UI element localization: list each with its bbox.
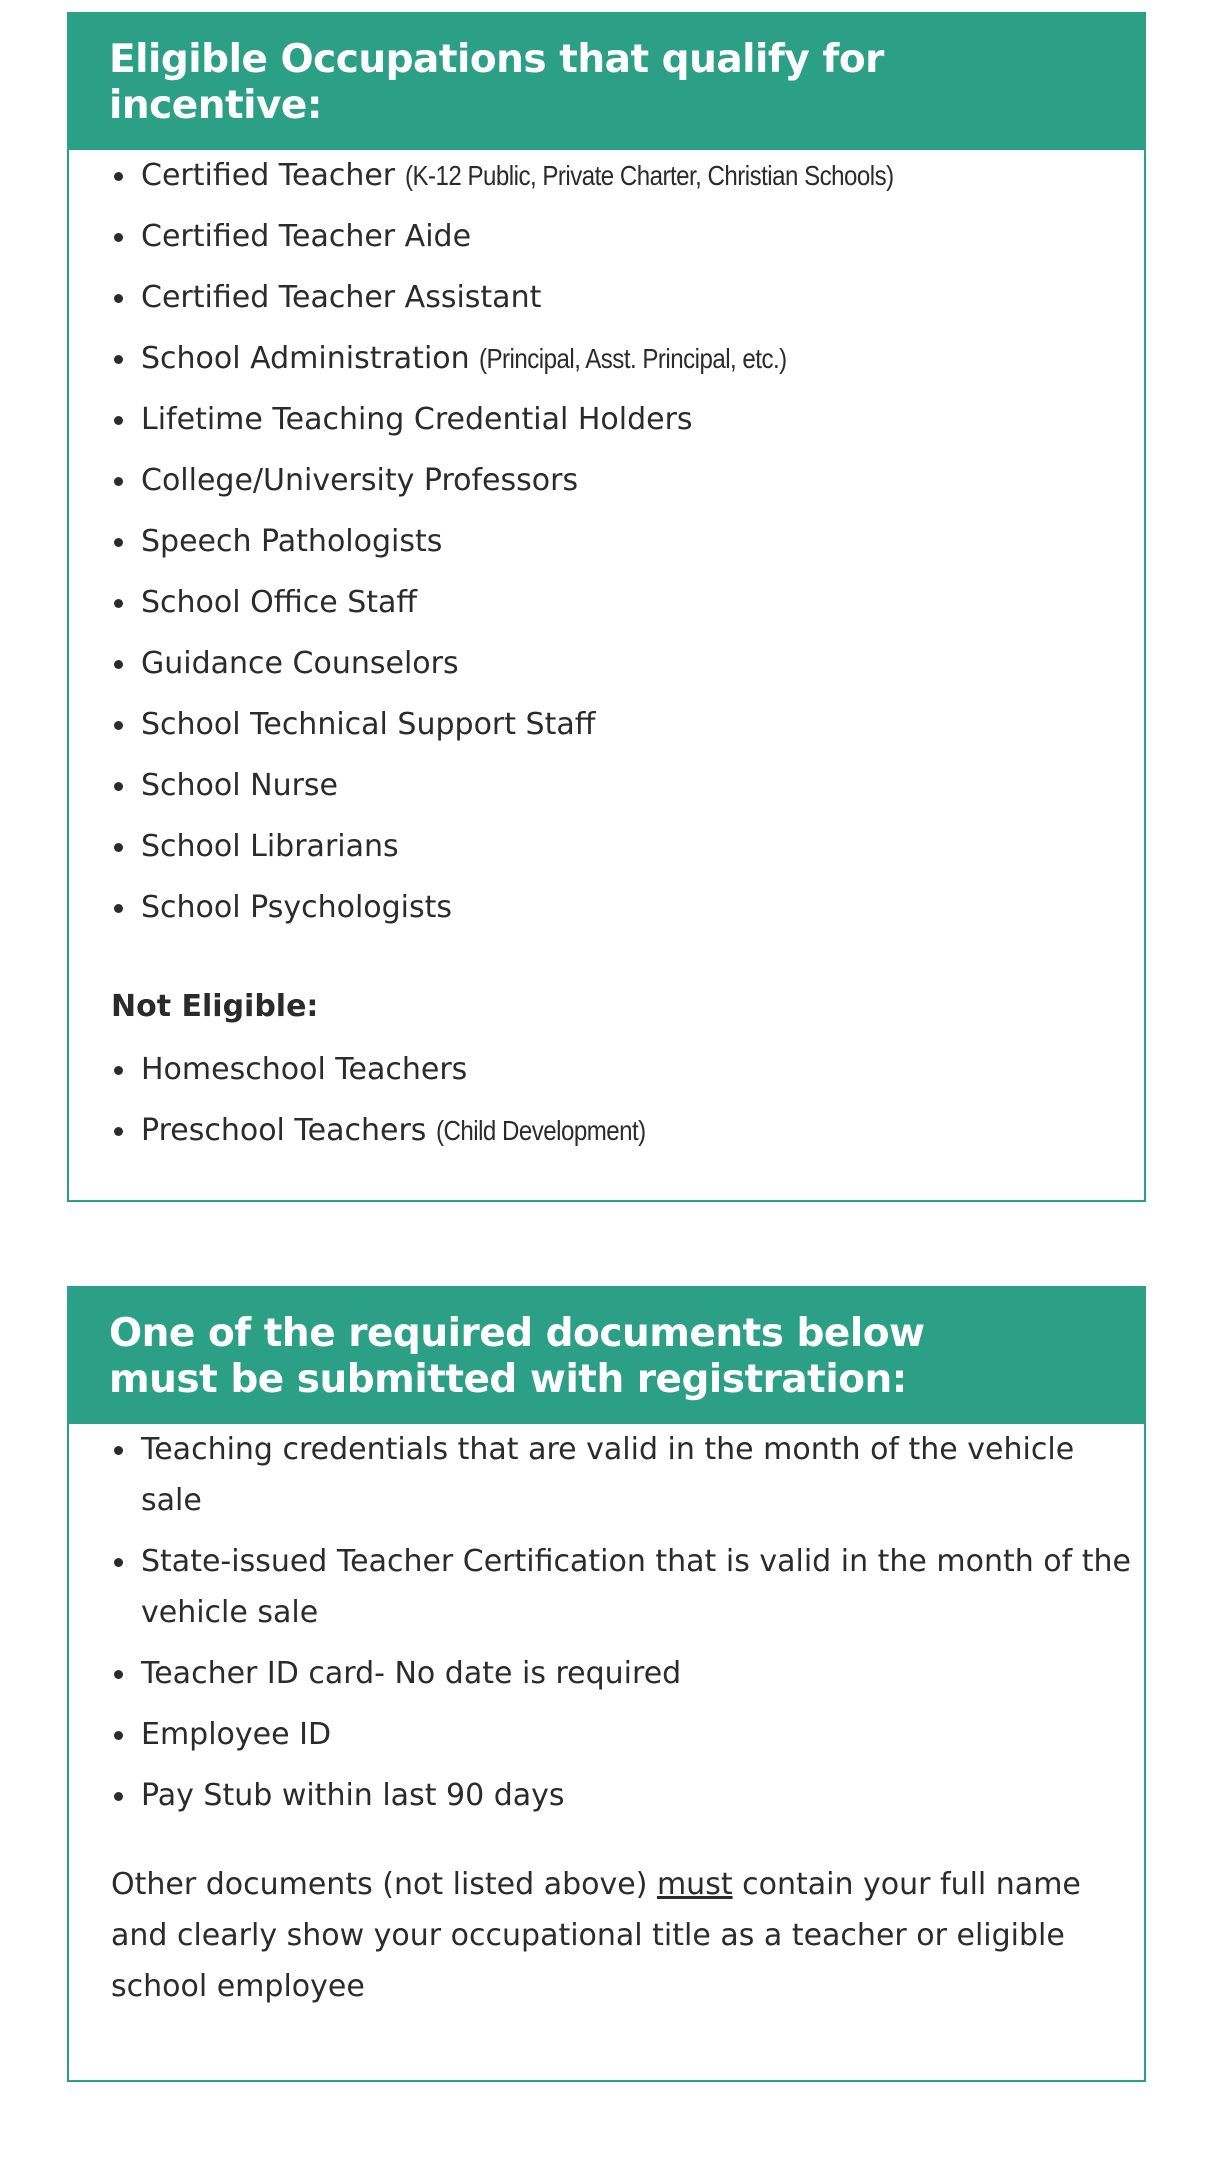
list-item: School Psychologists (111, 882, 1144, 943)
list-item: Guidance Counselors (111, 638, 1144, 699)
list-item: Certified Teacher Aide (111, 211, 1144, 272)
list-item: School Office Staff (111, 577, 1144, 638)
list-item: Certified Teacher Assistant (111, 272, 1144, 333)
eligible-occupations-card (67, 12, 1146, 1202)
required-documents-card (67, 1286, 1146, 2082)
documents-title-line-2: must be submitted with registration: (109, 1357, 907, 1402)
eligible-occupations-body (69, 150, 1144, 1166)
emphasis-must: must (656, 1867, 733, 1902)
eligible-title-line-1: Eligible Occupations that qualify for (109, 37, 884, 82)
list-item: School Librarians (111, 821, 1144, 882)
list-item: Speech Pathologists (111, 516, 1144, 577)
list-item: Pay Stub within last 90 days (111, 1770, 1144, 1831)
eligible-title-line-2: incentive: (109, 83, 322, 128)
list-item: Teacher ID card- No date is required (111, 1648, 1144, 1709)
required-documents-header (69, 1288, 1144, 1424)
list-item: School Administration (Principal, Asst. Principal, etc.) (111, 333, 1144, 394)
not-eligible-heading: Not Eligible: (111, 989, 319, 1024)
list-item: Lifetime Teaching Credential Holders (111, 394, 1144, 455)
eligible-occupations-list (111, 150, 1144, 943)
required-documents-list (111, 1424, 1144, 1831)
list-item: College/University Professors (111, 455, 1144, 516)
list-item: Preschool Teachers (Child Development) (111, 1105, 1144, 1166)
list-item: Homeschool Teachers (111, 1044, 1144, 1105)
other-documents-note: Other documents (not listed above) must contain your full name and clearly show your occupational title as a teacher or eligible school employee (111, 1867, 1081, 2004)
list-item: Teaching credentials that are valid in the month of the vehicle sale (111, 1424, 1141, 1526)
not-eligible-list (111, 1044, 1144, 1166)
eligible-occupations-header (69, 14, 1144, 150)
list-item: State-issued Teacher Certification that is valid in the month of the vehicle sale (111, 1536, 1141, 1638)
list-item: Certified Teacher (K-12 Public, Private Charter, Christian Schools) (111, 150, 1144, 211)
documents-title-line-1: One of the required documents below (109, 1311, 925, 1356)
required-documents-body (69, 1424, 1144, 2012)
list-item: School Nurse (111, 760, 1144, 821)
list-item: School Technical Support Staff (111, 699, 1144, 760)
list-item: Employee ID (111, 1709, 1144, 1770)
